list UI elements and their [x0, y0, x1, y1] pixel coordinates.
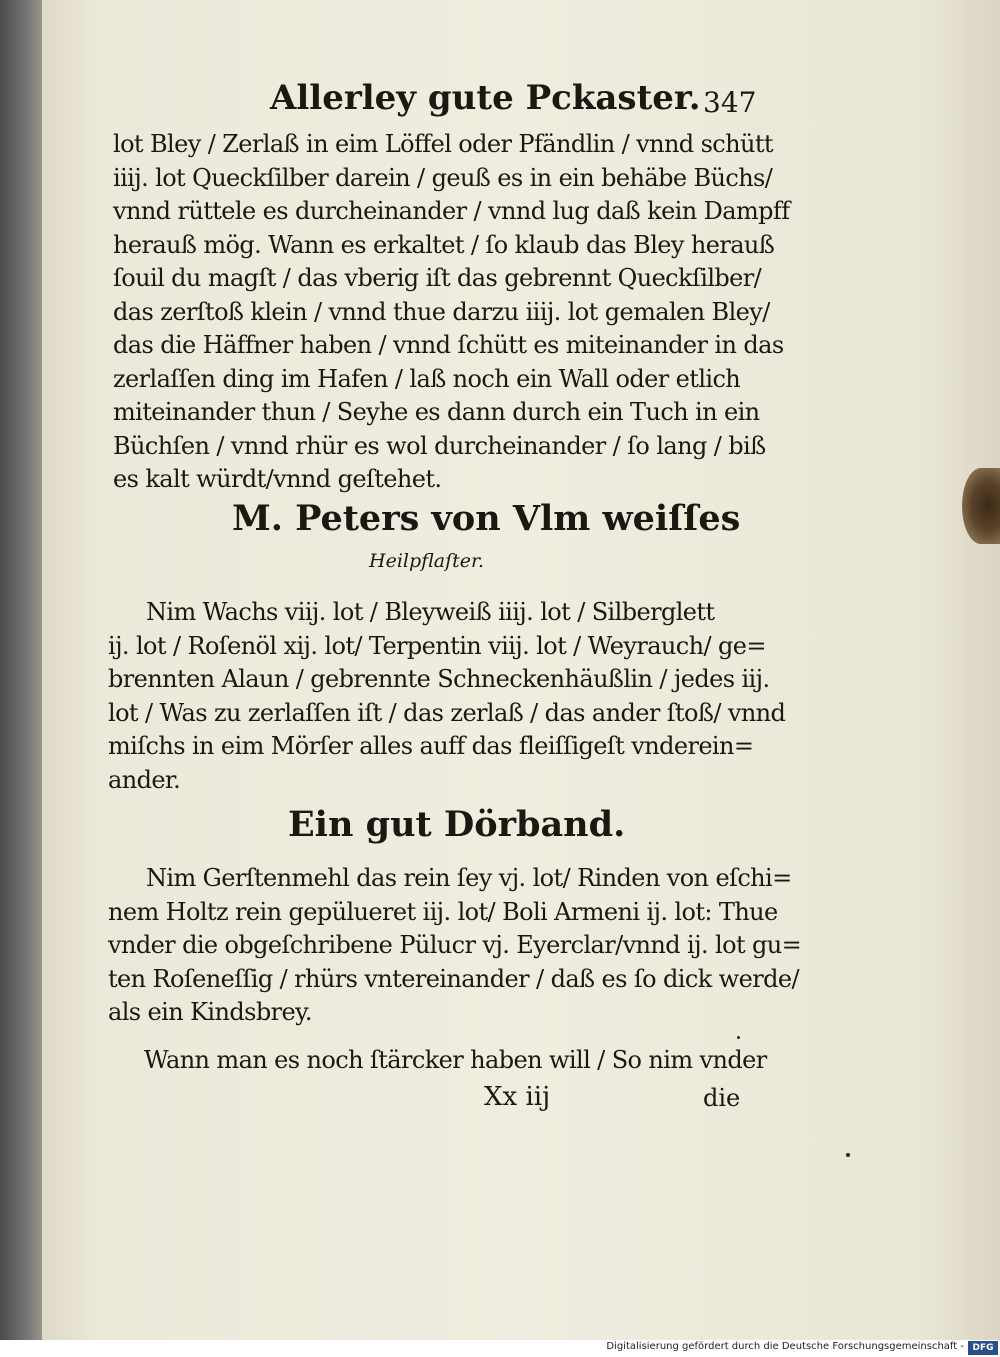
text-line: miteinander thun / Seyhe es dann durch ein Tuch in ein [113, 398, 760, 426]
text-line: Büchſen / vnnd rhür es wol durcheinander / ſo lang / biß [113, 431, 766, 460]
running-head: Allerley gute Pckaster. [270, 78, 701, 118]
binding-shadow [0, 0, 42, 1340]
page-number: 347 [703, 86, 757, 119]
text-line: herauß mög. Wann es erkaltet / ſo klaub das Bley herauß [113, 230, 775, 259]
text-line: ſouil du magſt / das vberig iſt das gebrennt Queckſilber/ [113, 264, 762, 292]
text-line: Nim Wachs viij. lot / Bleyweiß iiij. lot / Silberglett [146, 598, 715, 626]
text-line: brennten Alaun / gebrennte Schneckenhäußlin / jedes iij. [108, 665, 770, 693]
paragraph-recipe [108, 862, 801, 1030]
text-line: vnder die obgeſchribene Pülucr vj. Eyerclar/vnnd ij. lot gu= [108, 931, 802, 959]
catchword: die [703, 1084, 741, 1112]
text-line: das zerſtoß klein / vnnd thue darzu iiij. lot gemalen Bley/ [113, 297, 770, 326]
section-subheading: Heilpflaſter. [369, 550, 485, 572]
text-line: zerlaſſen ding im Hafen / laß noch ein Wall oder etlich [113, 364, 741, 393]
ink-blot [962, 468, 1000, 544]
signature-mark: Xx iij [484, 1082, 551, 1112]
text-line: vnnd rüttele es durcheinander / vnnd lug daß kein Dampff [113, 197, 790, 225]
paragraph-recipe-continuation [113, 128, 790, 497]
text-line: ij. lot / Roſenöl xij. lot/ Terpentin viij. lot / Weyrauch/ ge= [108, 631, 766, 660]
text-line: als ein Kindsbrey. [108, 998, 312, 1026]
text-line: miſchs in eim Mörſer alles auff das fleiſſigeſt vnderein= [108, 732, 754, 760]
text-line: ten Roſeneſſig / rhürs vntereinander / daß es ſo dick werde/ [108, 964, 799, 993]
dfg-logo: DFG [968, 1341, 998, 1355]
text-line: lot Bley / Zerlaß in eim Löffel oder Pfändlin / vnnd schütt [113, 130, 773, 158]
paper-speck [737, 1036, 740, 1039]
text-line: nem Holtz rein gepülueret iij. lot/ Boli Armeni ij. lot: Thue [108, 897, 778, 926]
paper-speck [846, 1153, 850, 1157]
text-line: Nim Gerſtenmehl das rein ſey vj. lot/ Rinden von eſchi= [146, 864, 792, 892]
text-line: lot / Was zu zerlaſſen iſt / das zerlaß / das ander ſtoß/ vnnd [108, 698, 786, 727]
section-heading: Ein gut Dörband. [288, 804, 626, 845]
text-line: iiij. lot Queckſilber darein / geuß es in ein behäbe Büchs/ [113, 163, 773, 192]
text-line: es kalt würdt/vnnd geſtehet. [113, 465, 442, 493]
section-heading: M. Peters von Vlm weiſſes [232, 498, 741, 539]
digitization-footer [0, 1340, 1000, 1357]
funding-credit: Digitalisierung gefördert durch die Deutsche Forschungsgemeinschaft - [606, 1341, 964, 1352]
paragraph-recipe [108, 596, 785, 797]
text-line: das die Häffner haben / vnnd ſchütt es miteinander in das [113, 331, 784, 359]
paragraph-recipe-start: Wann man es noch ſtärcker haben will / So nim vnder [144, 1046, 767, 1074]
text-line: ander. [108, 765, 181, 794]
